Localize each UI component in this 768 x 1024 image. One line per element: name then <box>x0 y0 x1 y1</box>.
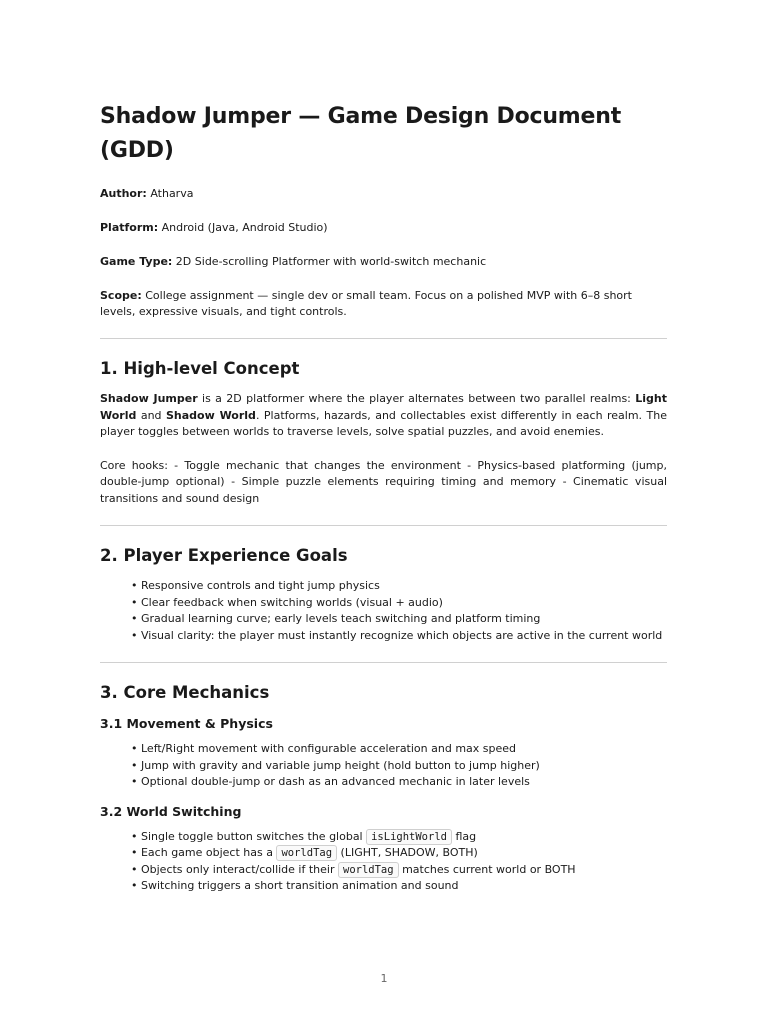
author-value: Atharva <box>146 187 194 200</box>
item-text: • Each game object has a <box>131 846 277 859</box>
game-name-bold: Shadow Jumper <box>100 392 198 405</box>
item-text: flag <box>451 829 477 843</box>
divider <box>100 338 667 339</box>
platform-label: Platform: <box>100 221 159 234</box>
list-item: • Visual clarity: the player must instantly recognize which objects are active in the current world <box>131 628 663 642</box>
concept-paragraph <box>100 391 667 441</box>
list-item: • Switching triggers a short transition animation and sound <box>131 879 459 892</box>
list-item: • Jump with gravity and variable jump height (hold button to jump higher) <box>131 758 540 772</box>
section-heading-concept: 1. High-level Concept <box>100 359 300 378</box>
concept-text-2: and <box>136 408 166 422</box>
world-switching-list <box>100 829 667 895</box>
list-item <box>131 862 667 879</box>
shadow-world-bold: Shadow World <box>166 408 256 422</box>
game-type-line <box>100 254 667 270</box>
scope-line <box>100 288 667 320</box>
page-number: 1 <box>380 972 388 985</box>
concept-text-1: is a 2D platformer where the player alternates between two parallel realms: <box>197 392 636 405</box>
experience-goals-list <box>100 578 667 644</box>
document-title: Shadow Jumper — Game Design Document (GDD) <box>100 104 622 163</box>
inline-code: isLightWorld <box>366 829 452 845</box>
movement-list <box>100 741 667 791</box>
list-item <box>131 845 667 862</box>
list-item: • Responsive controls and tight jump physics <box>131 579 380 592</box>
item-text: • Objects only interact/collide if their <box>131 862 338 876</box>
divider <box>100 662 667 663</box>
list-item: • Left/Right movement with configurable acceleration and max speed <box>131 742 517 755</box>
inline-code: worldTag <box>276 845 337 861</box>
document-page <box>100 100 667 895</box>
item-text: matches current world or BOTH <box>398 862 576 876</box>
concept-text-3: . Platforms, hazards, and collectables exist differently in each realm. The player toggles between worlds to traverse levels, solve spatial puzzles, and avoid enemies. <box>100 408 667 438</box>
list-item <box>131 829 667 846</box>
inline-code: worldTag <box>338 862 399 878</box>
author-line <box>100 186 667 202</box>
item-text: (LIGHT, SHADOW, BOTH) <box>337 846 478 859</box>
subsection-heading-world-switching: 3.2 World Switching <box>100 803 242 819</box>
list-item: • Optional double-jump or dash as an advanced mechanic in later levels <box>131 775 530 788</box>
light-world-bold: Light World <box>100 392 668 422</box>
divider <box>100 525 667 526</box>
list-item: • Gradual learning curve; early levels teach switching and platform timing <box>131 612 541 625</box>
scope-label: Scope: <box>100 289 142 302</box>
game-type-label: Game Type: <box>100 255 173 268</box>
scope-value: College assignment — single dev or small team. Focus on a polished MVP with 6–8 short levels, expressive visuals, and tight controls. <box>100 289 632 318</box>
subsection-heading-movement: 3.1 Movement & Physics <box>100 716 273 731</box>
platform-line <box>100 220 667 236</box>
platform-value: Android (Java, Android Studio) <box>158 221 328 234</box>
section-heading-mechanics: 3. Core Mechanics <box>100 683 270 702</box>
core-hooks-paragraph: Core hooks: - Toggle mechanic that changes the environment - Physics-based platforming (jump, double-jump optional) - Simple puzzle elements requiring timing and memory - Cinematic visual transitions and sound design <box>100 458 667 505</box>
list-item: • Clear feedback when switching worlds (visual + audio) <box>131 595 443 609</box>
item-text: • Single toggle button switches the global <box>131 829 367 843</box>
section-heading-experience: 2. Player Experience Goals <box>100 546 348 565</box>
game-type-value: 2D Side-scrolling Platformer with world-switch mechanic <box>172 255 487 268</box>
author-label: Author: <box>100 187 147 200</box>
